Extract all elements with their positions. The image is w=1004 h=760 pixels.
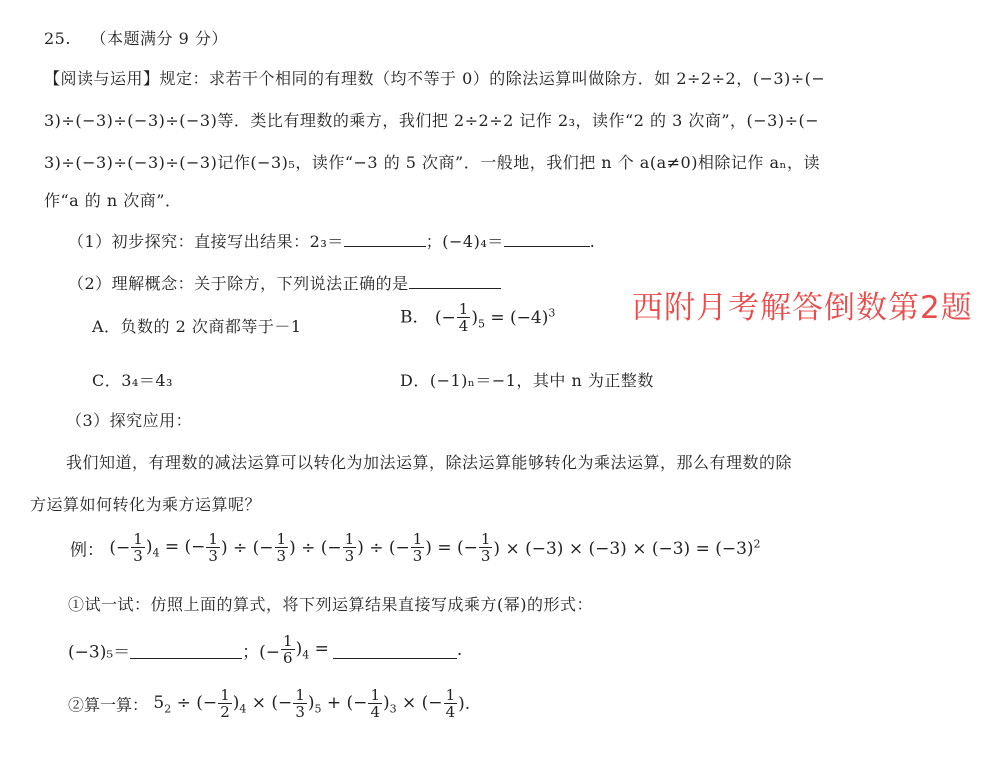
part1 [68,229,595,252]
calc-line: ②算一算： $5_2$ ÷ (− $\frac{1}{2}$ )$_4$ × (− $\frac{1}{3}$ )$_5$ + (− $\frac{1}{4}$ )$_3$ × (− $\frac{1}{4}$ ). [68,686,471,721]
intro-line-3: 3)÷(−3)÷(−3)÷(−3)记作(−3)₅，读作“−3 的 5 次商”．一般地，我们把 n 个 a(a≠0)相除记作 aₙ，读 [44,153,820,172]
option-b-label: B． [400,307,430,328]
part2 [68,271,501,294]
part1-blank-2[interactable] [504,230,590,247]
part1-separator: ；(−4)₄＝ [425,232,504,251]
try-left: (−3)₅＝ [68,642,131,663]
option-d: D．(−1)ₙ＝−1，其中 n 为正整数 [400,371,654,390]
example-equation: 例： (− $\frac{1}{3}$ )$_4$ = (− $\frac{1}{3}$ ) ÷ (− $\frac{1}{3}$ ) ÷ (− $\frac{1}{3}$ ) ÷ (− $\frac{1}{3}$ ) = (− $\frac{1}{3}$ ) × $(-3) \times (-3) \times (-3) = (-3)^2$ [70,530,761,565]
part3-paragraph-2: 方运算如何转化为乘方运算呢？ [30,495,262,514]
try-blank-2[interactable] [333,642,457,659]
intro-line-4: 作“a 的 n 次商”． [44,191,182,210]
example-label: 例： [70,540,104,561]
part3-title: （3）探究应用： [66,411,193,430]
watermark-label: 西附月考解答倒数第2题 [632,290,973,326]
question-number [44,26,228,49]
intro-line-1: 【阅读与运用】规定：求若干个相同的有理数（均不等于 0）的除法运算叫做除方．如 2÷2÷2，(−3)÷(− [44,69,826,88]
intro-line-2: 3)÷(−3)÷(−3)÷(−3)等．类比有理数的乘方，我们把 2÷2÷2 记作 2₃，读作“2 的 3 次商”，(−3)÷(− [44,111,820,130]
try-blank-1[interactable] [130,642,242,659]
part1-text: （1）初步探究：直接写出结果：2₃＝ [68,232,344,251]
option-c: C．3₄＝4₃ [92,371,173,390]
part3-paragraph-1: 我们知道，有理数的减法运算可以转化为加法运算，除法运算能够转化为乘法运算，那么有理数的除 [66,453,793,472]
part2-text: （2）理解概念：关于除方，下列说法正确的是 [68,274,409,293]
option-b: B． (− $\frac{1}{4}$ )$_5 = (-4)^3$ [400,300,556,335]
question-number-text: 25. [44,29,71,48]
question-points: （本题满分 9 分） [90,29,228,48]
part2-blank[interactable] [409,272,501,289]
option-a: A．负数的 2 次商都等于－1 [92,317,302,336]
try-line: (−3)₅＝ ；(− $\frac{1}{6}$ )$_4$ = . [68,632,463,667]
calc-label: ②算一算： [68,695,149,715]
part1-end: . [589,232,596,251]
option-b-fraction: $\frac{1}{4}$ [458,300,469,335]
part1-blank-1[interactable] [344,230,426,247]
try-title: ①试一试：仿照上面的算式，将下列运算结果直接写成乘方(幂)的形式： [68,595,593,614]
